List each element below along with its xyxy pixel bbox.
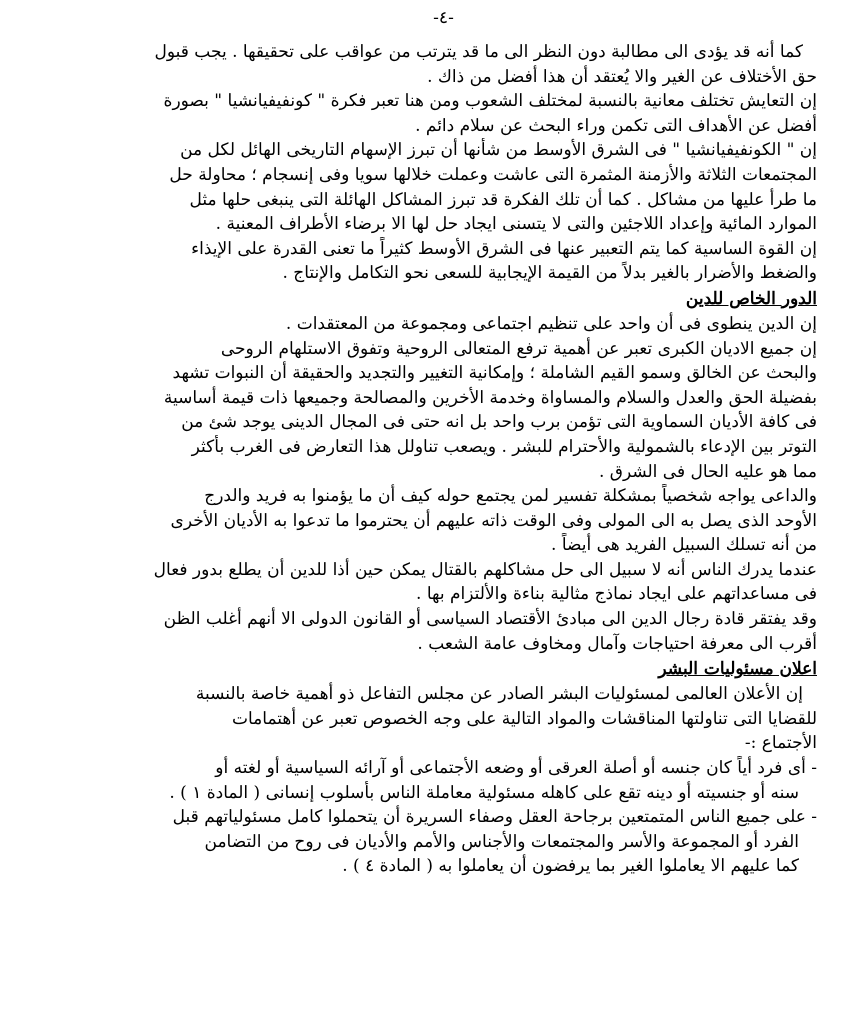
text-line: الأوحد الذى يصل به الى المولى وفى الوقت ذاته عليهم أن يحترموا ما تدعوا به الأديان الأخرى	[170, 510, 817, 531]
text-line: حق الأختلاف عن الغير والا يُعتقد أن هذا أفضل من ذاك .	[427, 66, 817, 87]
text-line: أفضل عن الأهداف التى تكمن وراء البحث عن سلام دائم .	[415, 115, 817, 136]
list-item: - على جميع الناس المتمتعين برجاحة العقل وصفاء السريرة أن يتحملوا كامل مسئولياتهم قبل	[172, 807, 817, 828]
text-line: من أنه تسلك السبيل الفريد هى أيضاً .	[551, 535, 817, 556]
text-line: إن الدين ينطوى فى أن واحد على تنظيم اجتماعى ومجموعة من المعتقدات .	[285, 313, 817, 334]
text-line: إن جميع الاديان الكبرى تعبر عن أهمية ترفع المتعالى الروحية وتفوق الاستلهام الروحى	[220, 338, 817, 359]
list-item-continuation: كما عليهم الا يعاملوا الغير بما يرفضون أن يعاملوا به ( المادة ٤ ) .	[342, 856, 799, 877]
text-line: إن التعايش تختلف معانية بالنسبة لمختلف الشعوب ومن هنا تعبر فكرة " كونفيفيانشيا " بصورة	[163, 91, 817, 112]
text-line: كما أنه قد يؤدى الى مطالبة دون النظر الى ما قد يترتب من عواقب على تحقيقها . يجب قبول	[154, 42, 803, 62]
text-line: فى مساعداتهم على ايجاد نماذج مثالية بناءة والألتزام بها .	[416, 584, 817, 605]
text-line: المجتمعات الثلاثة والأزمنة المثمرة التى عاشت وعملت خلالها سويا وفى إنسجام ؛ محاولة حل	[169, 164, 817, 185]
text-line: وقد يفتقر قادة رجال الدين الى مبادئ الأقتصاد السياسى أو القانون الدولى الا أنهم أغلب الظن	[163, 609, 817, 630]
section-heading-religion: الدور الخاص للدين	[685, 288, 817, 309]
text-line: والضغط والأضرار بالغير بدلاً من القيمة الإيجابية للسعى نحو التكامل والإنتاج .	[282, 263, 817, 284]
text-line: التوتر بين الإدعاء بالشمولية والأحترام للبشر . ويصعب تناولل هذا التعارض فى الغرب بأكثر	[191, 436, 817, 457]
list-item-continuation: الفرد أو المجموعة والأسر والمجتمعات والأجناس والأمم والأديان فى روح من التضامن	[204, 831, 799, 852]
text-line: ما طرأ عليها من مشاكل . كما أن تلك الفكرة قد تبرز المشاكل الهائلة التى ينبغى حلها مثل	[189, 189, 817, 210]
text-line: والداعى يواجه شخصياً بمشكلة تفسير لمن يجتمع حوله كيف أن ما يؤمنوا به فريد والدرج	[204, 486, 817, 507]
list-item-continuation: سنه أو جنسيته أو دينه تقع على كاهله مسئولية معاملة الناس بأسلوب إنسانى ( المادة ١ ) .	[169, 782, 799, 803]
text-line: إن " الكونفيفيانشيا " فى الشرق الأوسط من شأنها أن تبرز الإسهام التاريخى الهائل لكل من	[180, 140, 817, 161]
section-heading-responsibilities: اعلان مسئوليات البشر	[658, 659, 817, 680]
text-line: مما هو عليه الحال فى الشرق .	[598, 461, 817, 482]
list-item: - أى فرد أياً كان جنسه أو أصلة العرقى أو وضعه الأجتماعى أو آرائه السياسية أو لغته أو	[215, 758, 817, 779]
text-line: للقضايا التى تناولتها المناقشات والمواد التالية على وجه الخصوص تعبر عن أهتمامات	[232, 708, 817, 729]
text-line: الموارد المائية وإعداد اللاجئين والتى لا يتسنى ايجاد حل لها الا برضاء الأطراف المعنية .	[215, 214, 817, 235]
text-line: إن الأعلان العالمى لمسئوليات البشر الصادر عن مجلس التفاعل ذو أهمية خاصة بالنسبة	[195, 684, 803, 705]
text-line: الأجتماع :-	[744, 733, 817, 754]
text-line: أقرب الى معرفة احتياجات وآمال ومخاوف عامة الشعب .	[417, 633, 817, 654]
text-line: عندما يدرك الناس أنه لا سبيل الى حل مشاكلهم بالقتال يمكن حين أذا للدين أن يطلع بدور فعال	[153, 559, 817, 580]
text-line: إن القوة الساسية كما يتم التعبير عنها فى الشرق الأوسط كثيراً ما تعنى القدرة على الإيذاء	[191, 238, 817, 259]
text-line: فى كافة الأديان السماوية التى تؤمن برب واحد بل انه حتى فى المجال الدينى يوجد شئ من	[181, 412, 817, 433]
text-line: والبحث عن الخالق وسمو القيم الشاملة ؛ وإمكانية التغيير والتجديد والحقيقة أن النبوات تشهد	[172, 363, 817, 384]
text-line: بفضيلة الحق والعدل والسلام والمساواة وخدمة الأخرين والمصالحة وجميعها ذات قيمة أساسية	[163, 387, 817, 408]
page-number: -٤-	[433, 8, 454, 28]
